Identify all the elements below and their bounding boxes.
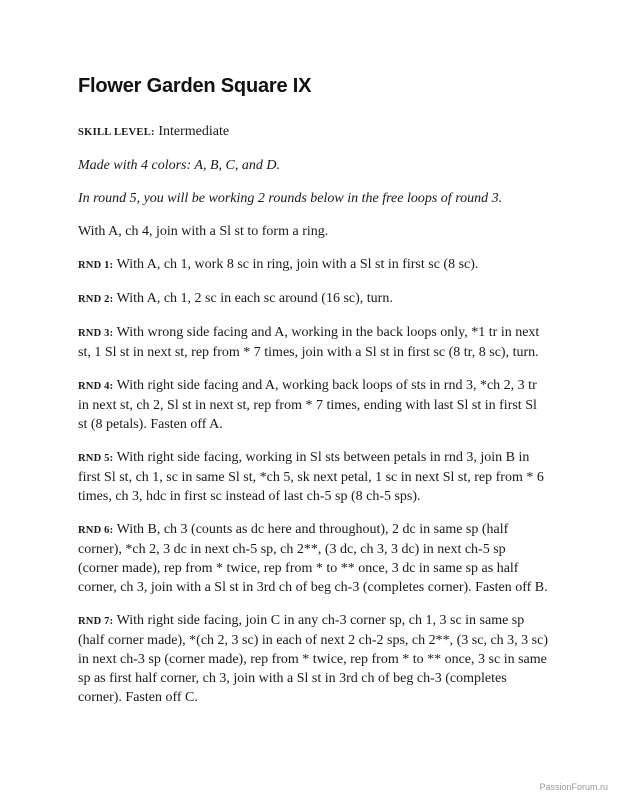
round-text: With B, ch 3 (counts as dc here and throughout), 2 dc in same sp (half corner), *ch 2, 3 dc in next ch-5 sp, ch 2**, (3 dc, ch 3, 3 dc) in next ch-5 sp (corner made), rep from * twice, rep from * to ** once, 3 dc in same sp as half corner, ch 3, join with a Sl st in 3rd ch of beg ch-3 (completes corner). Fasten off B.	[78, 522, 548, 595]
round-5	[78, 448, 548, 506]
intro-instruction: With A, ch 4, join with a Sl st to form a ring.	[78, 224, 329, 239]
round-4	[78, 376, 548, 434]
round-text: With wrong side facing and A, working in the back loops only, *1 tr in next st, 1 Sl st in next st, rep from * 7 times, join with a Sl st in first sc (8 tr, 8 sc), turn.	[78, 325, 540, 360]
round-label: RND 6:	[78, 525, 114, 536]
document-page	[78, 72, 548, 721]
round-6	[78, 520, 548, 597]
round-3	[78, 323, 548, 362]
watermark: PassionForum.ru	[539, 782, 608, 792]
round-1	[78, 255, 548, 275]
colors-note: Made with 4 colors: A, B, C, and D.	[78, 158, 280, 173]
round-label: RND 1:	[78, 260, 114, 271]
round-label: RND 3:	[78, 328, 114, 339]
skill-level-label: SKILL LEVEL:	[78, 127, 155, 138]
round-text: With right side facing, join C in any ch-3 corner sp, ch 1, 3 sc in same sp (half corner made), *(ch 2, 3 sc) in each of next 2 ch-2 sps, ch 2**, (3 sc, ch 3, 3 sc) in next ch-3 sp (corner made), rep from * twice, rep from * to ** once, 3 sc in same sp as first half corner, ch 3, join with a Sl st in 3rd ch of beg ch-3 (completes corner). Fasten off C.	[78, 613, 549, 705]
round5-note: In round 5, you will be working 2 rounds below in the free loops of round 3.	[78, 191, 503, 206]
round-text: With A, ch 1, work 8 sc in ring, join with a Sl st in first sc (8 sc).	[113, 257, 479, 272]
page-title: Flower Garden Square IX	[78, 75, 312, 97]
round-label: RND 5:	[78, 453, 114, 464]
round-text: With A, ch 1, 2 sc in each sc around (16 sc), turn.	[113, 291, 393, 306]
round-2	[78, 289, 548, 309]
skill-level	[78, 122, 548, 142]
round-7	[78, 611, 548, 707]
round-label: RND 4:	[78, 381, 114, 392]
round-text: With right side facing, working in Sl sts between petals in rnd 3, join B in first Sl st, ch 1, sc in same Sl st, *ch 5, sk next petal, 1 sc in next Sl st, rep from * 6 times, ch 3, hdc in first sc instead of last ch-5 sp (8 ch-5 sps).	[78, 450, 544, 504]
round-label: RND 7:	[78, 616, 114, 627]
skill-level-value: Intermediate	[154, 124, 230, 139]
round-label: RND 2:	[78, 294, 114, 305]
round-text: With right side facing and A, working back loops of sts in rnd 3, *ch 2, 3 tr in next st, ch 2, Sl st in next st, rep from * 7 times, ending with last Sl st in first Sl st (8 petals). Fasten off A.	[78, 378, 537, 432]
